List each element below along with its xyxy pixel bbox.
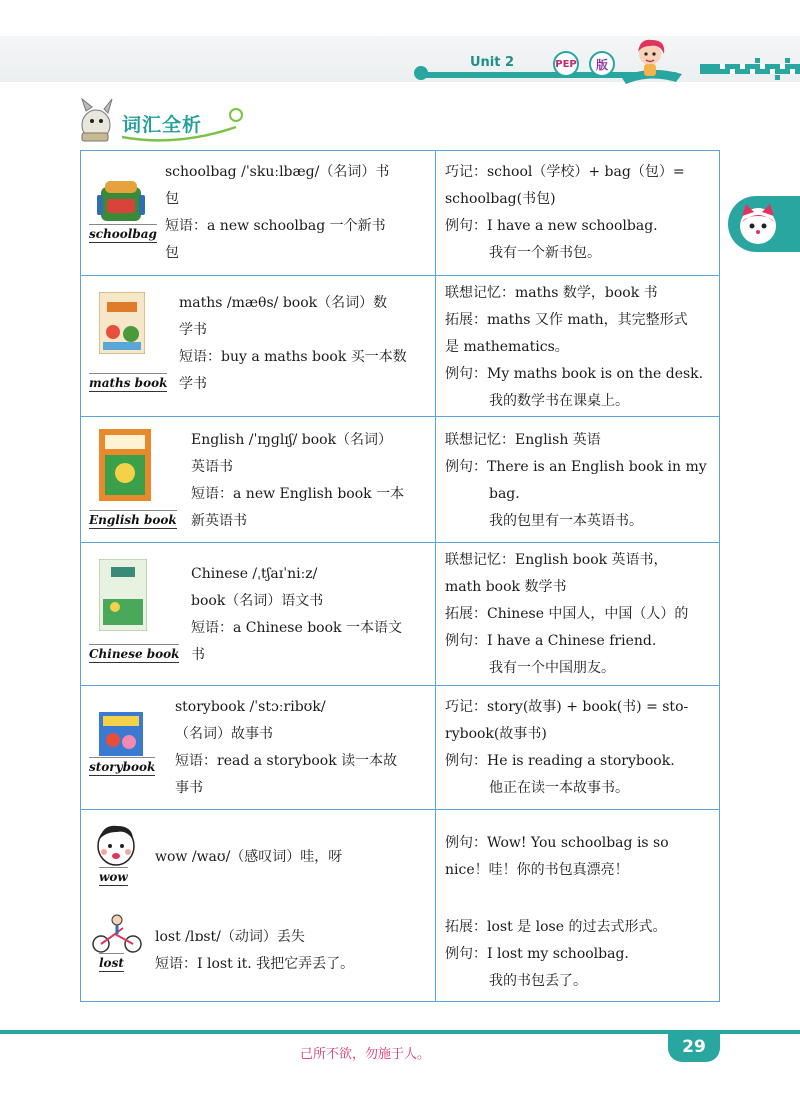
note (445, 830, 713, 884)
note (445, 547, 713, 682)
fox-face-icon (734, 200, 782, 248)
note-line: 我的书包丢了。 (489, 973, 587, 989)
pep-badge: PEP (553, 51, 579, 77)
definition (165, 159, 427, 267)
definition-line: 学书 (179, 376, 207, 392)
note-line: 他正在读一本故事书。 (489, 780, 629, 796)
definition-line: storybook /ˈstɔːribʊk/ (175, 699, 326, 715)
note-line: 拓展：Chinese 中国人，中国（人）的 (445, 606, 689, 622)
note-line: 例句：My maths book is on the desk. (445, 366, 704, 382)
note-line: math book 数学书 (445, 579, 567, 595)
word-label: Chinese book (89, 647, 180, 661)
table-row (81, 809, 719, 1001)
word-label: schoolbag (89, 227, 157, 241)
definition-line: schoolbag /ˈskuːlbæɡ/（名词）书 (165, 164, 390, 180)
english-book-icon (99, 429, 151, 501)
table-row (81, 542, 719, 685)
definition-line: 短语：a new English book 一本 (191, 486, 405, 502)
definition-line: 英语书 (191, 459, 233, 475)
note-line: bag. (489, 486, 520, 502)
note (445, 694, 713, 802)
word-label: English book (89, 513, 177, 527)
note-line: 巧记：story(故事) + book(书) = sto- (445, 699, 689, 715)
note-line: 联想记忆：maths 数学，book 书 (445, 285, 658, 301)
definition-line: 学书 (179, 322, 207, 338)
definition-line: 短语：a new schoolbag 一个新书 (165, 218, 386, 234)
footer-motto: 己所不欲，勿施于人。 (300, 1047, 431, 1062)
note-line: 例句：I have a Chinese friend. (445, 633, 657, 649)
note-line: 是 mathematics。 (445, 339, 569, 355)
note-line: schoolbag(书包) (445, 191, 556, 207)
note-line: 巧记：school（学校）+ bag（包）= (445, 164, 685, 180)
page-number: 29 (668, 1032, 720, 1062)
table-row (81, 685, 719, 809)
note-line: 我有一个新书包。 (489, 245, 601, 261)
schoolbag-icon (93, 177, 149, 225)
table-row (81, 275, 719, 416)
definition (191, 561, 427, 669)
word-label: lost (99, 956, 124, 970)
definition-line: 包 (165, 245, 179, 261)
definition (155, 844, 427, 871)
definition-line: 事书 (175, 780, 203, 796)
definition-line: （名词）故事书 (175, 726, 273, 742)
note (445, 159, 713, 267)
definition-line: 新英语书 (191, 513, 247, 529)
note-line: 我的数学书在课桌上。 (489, 393, 629, 409)
maths-book-icon (99, 292, 145, 354)
note-line: 例句：Wow! You schoolbag is so (445, 835, 669, 851)
table-row (81, 151, 719, 275)
note (445, 280, 713, 415)
checker-pattern (700, 58, 800, 80)
chinese-book-icon (99, 559, 147, 631)
definition (175, 694, 427, 802)
note-line: 联想记忆：English 英语 (445, 432, 601, 448)
definition-line: wow /waʊ/（感叹词）哇，呀 (155, 849, 343, 865)
note-line: 我有一个中国朋友。 (489, 660, 615, 676)
note-line: 例句：I lost my schoolbag. (445, 946, 629, 962)
definition-line: 短语：I lost it. 我把它弄丢了。 (155, 956, 355, 972)
definition-line: 书 (191, 647, 205, 663)
table-row (81, 416, 719, 542)
note (445, 914, 713, 995)
storybook-icon (99, 712, 143, 756)
vocabulary-table (80, 150, 720, 1002)
definition-line: Chinese /ˌtʃaɪˈniːz/ (191, 566, 318, 582)
definition-line: English /ˈɪŋɡlɪʃ/ book（名词） (191, 432, 393, 448)
cartoon-girl-icon (616, 34, 688, 90)
definition-line: lost /lɒst/（动词）丢失 (155, 929, 305, 945)
note-line: 拓展：lost 是 lose 的过去式形式。 (445, 919, 667, 935)
note-line: 我的包里有一本英语书。 (489, 513, 643, 529)
note-line: 例句：He is reading a storybook. (445, 753, 675, 769)
definition (155, 924, 427, 978)
word-label: storybook (89, 760, 156, 774)
definition-line: 包 (165, 191, 179, 207)
note-line: 例句：There is an English book in my (445, 459, 707, 475)
bicycle-boy-icon (89, 914, 145, 954)
unit-label: Unit 2 (470, 55, 515, 70)
boy-face-icon (91, 822, 141, 868)
definition-line: 短语：read a storybook 读一本故 (175, 753, 398, 769)
definition-line: book（名词）语文书 (191, 593, 324, 609)
edition-badge: 版 (589, 51, 615, 77)
word-label: wow (99, 870, 128, 884)
note-line: 联想记忆：English book 英语书， (445, 552, 668, 568)
definition (179, 290, 427, 398)
word-label: maths book (89, 376, 168, 390)
note-line: 拓展：maths 又作 math，其完整形式 (445, 312, 688, 328)
note-line: rybook(故事书) (445, 726, 547, 742)
mascot-icon (72, 97, 122, 143)
note (445, 427, 713, 535)
definition (191, 427, 427, 535)
section-title: 词汇全析 (122, 114, 203, 136)
note-line: 例句：I have a new schoolbag. (445, 218, 658, 234)
definition-line: 短语：a Chinese book 一本语文 (191, 620, 402, 636)
note-line: nice！哇！你的书包真漂亮！ (445, 862, 629, 878)
definition-line: 短语：buy a maths book 买一本数 (179, 349, 407, 365)
definition-line: maths /mæθs/ book（名词）数 (179, 295, 388, 311)
